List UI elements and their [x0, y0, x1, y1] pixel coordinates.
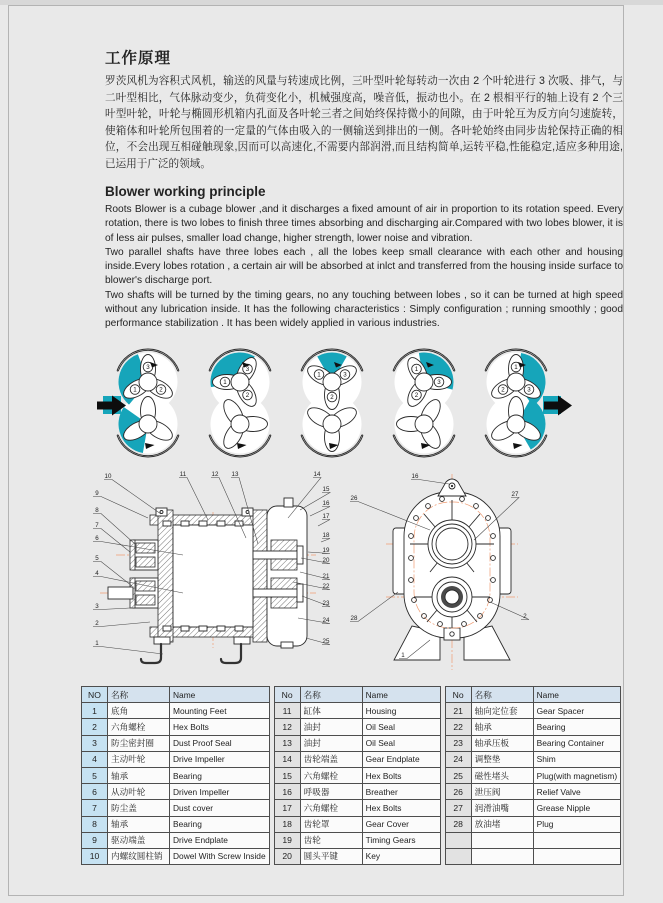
part-name-cn: 六角螺栓	[300, 800, 362, 816]
table-row	[445, 767, 621, 783]
lobe-number: 2	[330, 394, 334, 402]
part-name-en: Drive Impeller	[170, 751, 270, 767]
part-name-cn: 齿轮端盖	[300, 751, 362, 767]
part-name-cn: 调整垫	[471, 751, 533, 767]
table-row	[274, 800, 440, 816]
part-name-cn: 内螺纹圆柱销	[108, 848, 170, 864]
part-no: 25	[445, 767, 471, 783]
callout-number: 18	[322, 532, 330, 539]
english-paragraph-1: Roots Blower is a cubage blower ,and it discharges a fixed amount of air in proportion to its rotation speed. Every rotation, there is two lobes to finish three times absorbing and discharging air.Compared with two lobes blower, it is of less air pulses, smaller load change, higher strength, lower noise and vibration.	[105, 204, 623, 244]
rotation-stage	[301, 349, 363, 457]
part-no: 26	[445, 784, 471, 800]
part-name-cn	[471, 848, 533, 864]
callout-number: 19	[322, 547, 330, 554]
part-no: 8	[82, 816, 108, 832]
callout-number: 5	[95, 555, 99, 562]
callout-number: 16	[411, 473, 419, 480]
part-name-en: Drive Endplate	[170, 832, 270, 848]
part-no: 24	[445, 751, 471, 767]
part-no: 13	[274, 735, 300, 751]
rotation-sequence-diagram	[88, 344, 575, 466]
table-row	[82, 751, 270, 767]
part-name-cn: 轴向定位套	[471, 703, 533, 719]
table-header-row	[445, 687, 621, 703]
left-bearing-assemblies	[108, 540, 158, 608]
part-name-en: Bearing	[170, 767, 270, 783]
table-row	[274, 735, 440, 751]
table-row	[445, 735, 621, 751]
part-no: 22	[445, 719, 471, 735]
table-row	[445, 784, 621, 800]
part-no: 5	[82, 767, 108, 783]
callout-number: 28	[350, 615, 358, 622]
blower-cross-section-drawing	[88, 470, 338, 682]
part-name-en: Gear Spacer	[533, 703, 621, 719]
part-no: 20	[274, 848, 300, 864]
col-header-en-name: Name	[362, 687, 440, 703]
english-paragraph-3: Two shafts will be turned by the timing gears, no any touching between lobes , so it can be turned at high speed without any lubrication inside. It has the following characteristics : Simply configuration ; running smoothly ; good performance stabilization . It has been widely applied in various industries.	[105, 289, 623, 330]
part-name-en: Oil Seal	[362, 719, 440, 735]
table-row	[274, 816, 440, 832]
table-row	[445, 800, 621, 816]
part-no: 28	[445, 816, 471, 832]
col-header-en-name: Name	[533, 687, 621, 703]
part-no: 17	[274, 800, 300, 816]
table-row	[82, 848, 270, 864]
part-name-cn: 油封	[300, 735, 362, 751]
parts-table-group-3	[445, 686, 622, 865]
lobe-number: 1	[414, 366, 419, 374]
part-name-en: Relief Valve	[533, 784, 621, 800]
part-name-cn: 齿轮罩	[300, 816, 362, 832]
part-no: 23	[445, 735, 471, 751]
part-name-cn: 驱动端盖	[108, 832, 170, 848]
table-row	[82, 816, 270, 832]
table-row	[82, 832, 270, 848]
part-name-en	[533, 848, 621, 864]
lobe-number: 2	[159, 386, 163, 394]
callout-number: 9	[95, 490, 99, 497]
callout-number: 21	[322, 573, 330, 580]
part-name-cn: 缸体	[300, 703, 362, 719]
part-name-cn: 放油堵	[471, 816, 533, 832]
lobe-number: 3	[146, 364, 150, 372]
table-row	[274, 751, 440, 767]
col-header-cn-name: 名称	[300, 687, 362, 703]
part-no: 19	[274, 832, 300, 848]
parts-table	[81, 686, 621, 865]
callout-number: 23	[322, 600, 330, 607]
table-row	[274, 784, 440, 800]
callout-number: 16	[322, 500, 330, 507]
part-no: 11	[274, 703, 300, 719]
callout-number: 26	[350, 495, 358, 502]
part-no: 15	[274, 767, 300, 783]
part-name-en: Mounting Feet	[170, 703, 270, 719]
rotation-stage	[209, 349, 271, 457]
parts-table-group-2	[274, 686, 441, 865]
callout-number: 1	[401, 652, 405, 659]
part-name-en: Shim	[533, 751, 621, 767]
lobe-number: 3	[245, 366, 250, 374]
part-name-cn: 六角螺栓	[108, 719, 170, 735]
callout-number: 2	[95, 620, 99, 627]
parts-table-group-1	[81, 686, 270, 865]
callout-number: 8	[95, 507, 99, 514]
table-row	[82, 735, 270, 751]
table-row	[274, 848, 440, 864]
table-row	[274, 767, 440, 783]
part-name-cn: 六角螺栓	[300, 767, 362, 783]
chinese-section-body: 罗茨风机为容积式风机，输送的风量与转速成比例，三叶型叶轮每转动一次由 2 个叶轮进行 3 次吸、排气，与二叶型相比，气体脉动变少，负荷变化小，机械强度高，噪音低，振动也小。在 2 根相平行的轴上设有 2 个三叶型叶轮，叶轮与椭圆形机箱内孔面及各叶轮三者之间始终保持微小的间隙，由于叶轮互为反方向匀速旋转，使箱体和叶轮所包围着的一定量的气体由吸入的一侧输送到排出的一侧。各叶轮始终由同步齿轮保持正确的相位，不会出现互相碰触现象,因而可以高速化,不需要内部润滑,而且结构简单,运转平稳,性能稳定,适应多种用途,已运用于广泛的领域。	[105, 75, 623, 170]
table-row	[445, 848, 621, 864]
part-no: 14	[274, 751, 300, 767]
part-name-en: Timing Gears	[362, 832, 440, 848]
callout-number: 3	[95, 603, 99, 610]
table-row	[274, 832, 440, 848]
col-header-no: NO	[82, 687, 108, 703]
col-header-cn-name: 名称	[108, 687, 170, 703]
callout-number: 25	[322, 638, 330, 645]
part-name-cn: 润滑油嘴	[471, 800, 533, 816]
part-no: 4	[82, 751, 108, 767]
callout-number: 20	[322, 557, 330, 564]
col-header-no: No	[274, 687, 300, 703]
part-name-en: Dowel With Screw Inside	[170, 848, 270, 864]
part-no: 7	[82, 800, 108, 816]
part-name-cn: 圆头平键	[300, 848, 362, 864]
part-no: 6	[82, 784, 108, 800]
table-row	[82, 784, 270, 800]
part-name-cn: 磁性堵头	[471, 767, 533, 783]
table-row	[445, 751, 621, 767]
part-name-en: Housing	[362, 703, 440, 719]
callout-number: 1	[95, 640, 99, 647]
part-name-cn: 主动叶轮	[108, 751, 170, 767]
part-no: 18	[274, 816, 300, 832]
table-header-row	[82, 687, 270, 703]
part-no	[445, 848, 471, 864]
part-no: 10	[82, 848, 108, 864]
part-name-en: Plug(with magnetism)	[533, 767, 621, 783]
callout-number: 6	[95, 535, 99, 542]
callout-number: 17	[322, 513, 330, 520]
housing-body	[150, 508, 268, 642]
part-name-en: Gear Cover	[362, 816, 440, 832]
lobe-number: 2	[414, 392, 419, 400]
part-name-en: Driven Impeller	[170, 784, 270, 800]
part-no: 21	[445, 703, 471, 719]
callout-number: 7	[95, 522, 99, 529]
part-name-en: Breather	[362, 784, 440, 800]
part-name-en: Oil Seal	[362, 735, 440, 751]
mounting-feet	[141, 637, 250, 663]
table-row	[445, 816, 621, 832]
english-section-body	[105, 203, 623, 332]
lobe-number: 1	[133, 386, 137, 394]
part-name-en: Grease Nipple	[533, 800, 621, 816]
part-name-cn: 底角	[108, 703, 170, 719]
part-no: 16	[274, 784, 300, 800]
part-no	[445, 832, 471, 848]
part-no: 9	[82, 832, 108, 848]
table-row	[445, 719, 621, 735]
callout-number: 4	[95, 570, 99, 577]
part-name-en: Dust cover	[170, 800, 270, 816]
table-row	[274, 719, 440, 735]
table-row	[82, 703, 270, 719]
col-header-en-name: Name	[170, 687, 270, 703]
callout-number: 10	[104, 473, 112, 480]
english-paragraph-2: Two parallel shafts have three lobes each , all the lobes keep small clearance with each other and housing inside.Every lobes rotation , a certain air will be absorbed at inlct and transferred from the housing inside surface to blower's discharge port.	[105, 246, 623, 287]
table-row	[274, 703, 440, 719]
part-name-cn: 油封	[300, 719, 362, 735]
part-name-en: Hex Bolts	[362, 800, 440, 816]
english-section-title: Blower working principle	[105, 184, 266, 199]
callout-number: 11	[179, 471, 187, 478]
callout-number: 22	[322, 583, 330, 590]
table-header-row	[274, 687, 440, 703]
callout-number: 13	[231, 471, 239, 478]
blower-end-view-drawing	[340, 470, 570, 680]
part-name-cn: 轴承	[108, 816, 170, 832]
part-no: 2	[82, 719, 108, 735]
part-name-cn: 轴承	[471, 719, 533, 735]
callout-number: 24	[322, 617, 330, 624]
callout-number: 2	[523, 613, 527, 620]
part-name-cn: 轴承	[108, 767, 170, 783]
part-name-cn	[471, 832, 533, 848]
part-name-en: Bearing	[170, 816, 270, 832]
part-name-en: Hex Bolts	[362, 767, 440, 783]
lobe-number: 3	[527, 386, 531, 394]
col-header-cn-name: 名称	[471, 687, 533, 703]
part-name-cn: 防尘盖	[108, 800, 170, 816]
part-name-en: Hex Bolts	[170, 719, 270, 735]
part-no: 3	[82, 735, 108, 751]
lobe-number: 1	[514, 364, 518, 372]
table-row	[445, 832, 621, 848]
part-name-en: Plug	[533, 816, 621, 832]
lobe-number: 3	[437, 379, 441, 387]
table-row	[82, 800, 270, 816]
magnetic-plug	[281, 642, 293, 648]
callout-number: 15	[322, 486, 330, 493]
part-name-en	[533, 832, 621, 848]
part-name-cn: 轴承压板	[471, 735, 533, 751]
part-name-en: Dust Proof Seal	[170, 735, 270, 751]
chinese-section-title: 工作原理	[105, 50, 172, 67]
col-header-no: No	[445, 687, 471, 703]
part-name-en: Bearing	[533, 719, 621, 735]
part-name-en: Key	[362, 848, 440, 864]
table-row	[82, 719, 270, 735]
lobe-number: 3	[343, 371, 347, 379]
lobe-number: 2	[501, 386, 505, 394]
breather	[284, 498, 293, 507]
drive-shaft	[108, 587, 133, 599]
lobe-number: 2	[245, 392, 250, 400]
part-name-cn: 齿轮	[300, 832, 362, 848]
part-no: 1	[82, 703, 108, 719]
part-name-cn: 防尘密封圈	[108, 735, 170, 751]
table-row	[82, 767, 270, 783]
lobe-number: 1	[317, 371, 321, 379]
part-name-cn: 泄压阀	[471, 784, 533, 800]
part-name-en: Bearing Container	[533, 735, 621, 751]
callout-number: 12	[211, 471, 219, 478]
lobe-number: 1	[223, 379, 227, 387]
part-no: 12	[274, 719, 300, 735]
table-row	[445, 703, 621, 719]
callout-number: 14	[313, 471, 321, 478]
callout-number: 27	[511, 491, 519, 498]
rotation-stage	[393, 349, 455, 457]
part-name-cn: 从动叶轮	[108, 784, 170, 800]
part-no: 27	[445, 800, 471, 816]
part-name-cn: 呼吸器	[300, 784, 362, 800]
part-name-en: Gear Endplate	[362, 751, 440, 767]
